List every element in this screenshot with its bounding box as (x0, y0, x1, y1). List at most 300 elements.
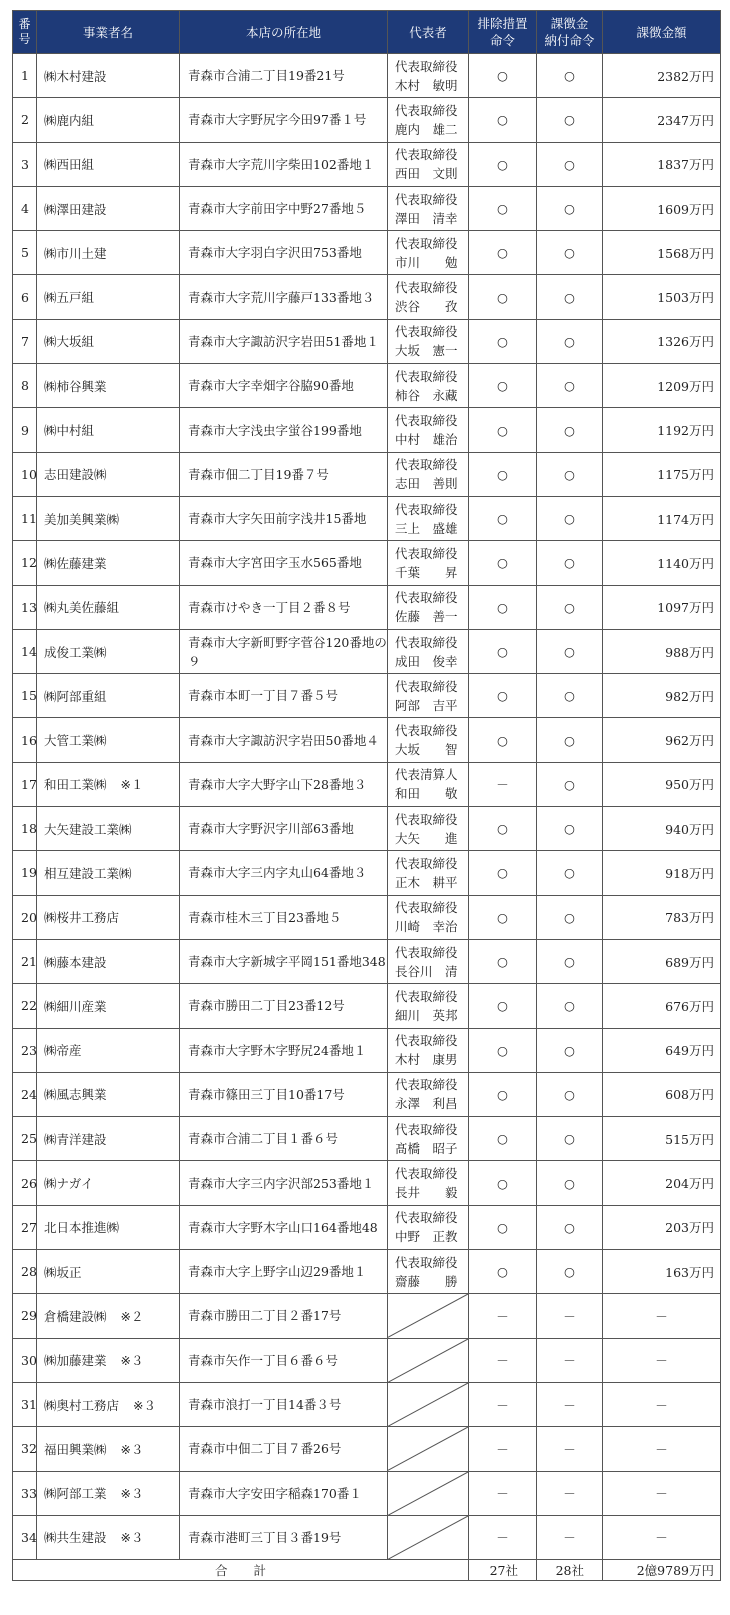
company-name-cell (37, 629, 180, 673)
company-name: ㈱木村建設 (44, 68, 107, 84)
row-number: 24 (13, 1072, 37, 1116)
head-office-address: 青森市浪打一丁目14番３号 (180, 1382, 388, 1426)
surcharge-amount: － (603, 1294, 721, 1338)
table-row (13, 1250, 721, 1294)
surcharge-amount: 1140万円 (603, 541, 721, 585)
company-name-cell (37, 807, 180, 851)
head-office-address: 青森市篠田三丁目10番17号 (180, 1072, 388, 1116)
head-office-address: 青森市合浦二丁目１番６号 (180, 1117, 388, 1161)
surcharge-amount: － (603, 1515, 721, 1559)
surcharge-amount: 982万円 (603, 674, 721, 718)
company-name-cell (37, 452, 180, 496)
surcharge-order-mark: ○ (537, 807, 603, 851)
exclusion-order-mark: ○ (469, 895, 537, 939)
row-number: 15 (13, 674, 37, 718)
table-row (13, 1471, 721, 1515)
company-name-cell (37, 1515, 180, 1559)
representative-title: 代表清算人 (395, 767, 458, 783)
table-row (13, 984, 721, 1028)
surcharge-amount: 1192万円 (603, 408, 721, 452)
table-row (13, 629, 721, 673)
representative-name: 阿部 吉平 (395, 697, 458, 713)
head-office-address: 青森市佃二丁目19番７号 (180, 452, 388, 496)
representative-title: 代表取締役 (395, 855, 458, 871)
company-name-cell (37, 1250, 180, 1294)
representative-cell (388, 408, 469, 452)
surcharge-amount: － (603, 1427, 721, 1471)
representative-cell (388, 496, 469, 540)
row-number: 26 (13, 1161, 37, 1205)
representative-cell (388, 585, 469, 629)
table-row (13, 1205, 721, 1249)
diagonal-slash (388, 1516, 468, 1559)
representative-title: 代表取締役 (395, 944, 458, 960)
table-row (13, 1338, 721, 1382)
row-number: 29 (13, 1294, 37, 1338)
head-office-address: 青森市矢作一丁目６番６号 (180, 1338, 388, 1382)
company-name-cell (37, 1427, 180, 1471)
representative-cell (388, 851, 469, 895)
exclusion-order-mark: ○ (469, 541, 537, 585)
header-surcharge: 課徴金 納付命令 (537, 11, 603, 54)
diagonal-slash (388, 1383, 468, 1426)
surcharge-order-mark: ○ (537, 585, 603, 629)
representative-cell (388, 939, 469, 983)
surcharge-amount: 1097万円 (603, 585, 721, 629)
representative-cell (388, 142, 469, 186)
company-name-cell (37, 1161, 180, 1205)
company-name: ㈱細川産業 (44, 998, 107, 1014)
table-row (13, 1161, 721, 1205)
company-name: ㈱中村組 (44, 423, 95, 439)
row-number: 18 (13, 807, 37, 851)
company-name: ㈱桜井工務店 (44, 910, 120, 926)
company-name-cell (37, 364, 180, 408)
company-name: 美加美興業㈱ (44, 511, 120, 527)
company-name: ㈱丸美佐藤組 (44, 600, 120, 616)
representative-cell-empty (388, 1294, 469, 1338)
representative-cell (388, 674, 469, 718)
row-number: 2 (13, 98, 37, 142)
header-representative: 代表者 (388, 11, 469, 54)
representative-cell (388, 319, 469, 363)
surcharge-amount: 649万円 (603, 1028, 721, 1072)
head-office-address: 青森市桂木三丁目23番地５ (180, 895, 388, 939)
exclusion-order-mark: － (469, 1515, 537, 1559)
company-name-cell (37, 674, 180, 718)
table-row (13, 1294, 721, 1338)
representative-cell (388, 1117, 469, 1161)
company-name: 大管工業㈱ (44, 733, 107, 749)
head-office-address: 青森市合浦二丁目19番21号 (180, 54, 388, 98)
surcharge-amount: 1568万円 (603, 231, 721, 275)
representative-cell (388, 762, 469, 806)
row-number: 33 (13, 1471, 37, 1515)
header-name: 事業者名 (37, 11, 180, 54)
surcharge-amount: － (603, 1471, 721, 1515)
representative-name: 市川 勉 (395, 254, 458, 270)
diagonal-slash (388, 1427, 468, 1470)
head-office-address: 青森市本町一丁目７番５号 (180, 674, 388, 718)
surcharge-amount: 1503万円 (603, 275, 721, 319)
total-row (13, 1560, 721, 1581)
exclusion-order-mark: ○ (469, 496, 537, 540)
company-name: ㈱市川土建 (44, 245, 107, 261)
representative-name: 長井 毅 (395, 1185, 458, 1201)
exclusion-order-mark: ○ (469, 319, 537, 363)
surcharge-order-mark: ○ (537, 762, 603, 806)
row-number: 23 (13, 1028, 37, 1072)
representative-name: 大坂 憲一 (395, 343, 458, 359)
representative-name: 川崎 幸治 (395, 919, 458, 935)
company-name: ㈱鹿内組 (44, 112, 95, 128)
head-office-address: 青森市けやき一丁目２番８号 (180, 585, 388, 629)
row-number: 3 (13, 142, 37, 186)
table-body (13, 54, 721, 1560)
surcharge-order-mark: ○ (537, 98, 603, 142)
representative-cell (388, 275, 469, 319)
header-amount: 課徴金額 (603, 11, 721, 54)
surcharge-amount: 940万円 (603, 807, 721, 851)
company-name: 成俊工業㈱ (44, 644, 107, 660)
exclusion-order-mark: ○ (469, 275, 537, 319)
head-office-address: 青森市大字荒川字柴田102番地１ (180, 142, 388, 186)
representative-name: 齋藤 勝 (395, 1273, 458, 1289)
surcharge-order-mark: ○ (537, 541, 603, 585)
representative-title: 代表取締役 (395, 235, 458, 251)
representative-title: 代表取締役 (395, 58, 458, 74)
exclusion-order-mark: ○ (469, 1250, 537, 1294)
surcharge-order-mark: ○ (537, 629, 603, 673)
head-office-address: 青森市大字宮田字玉水565番地 (180, 541, 388, 585)
table-row (13, 231, 721, 275)
representative-name: 成田 俊幸 (395, 653, 458, 669)
row-number: 22 (13, 984, 37, 1028)
representative-title: 代表取締役 (395, 900, 458, 916)
company-name: ㈱風志興業 (44, 1087, 107, 1103)
head-office-address: 青森市大字新町野字菅谷120番地の９ (180, 629, 388, 673)
table-row (13, 54, 721, 98)
representative-cell (388, 541, 469, 585)
diagonal-slash (388, 1294, 468, 1337)
representative-title: 代表取締役 (395, 102, 458, 118)
surcharge-order-mark: ○ (537, 939, 603, 983)
surcharge-amount: 1175万円 (603, 452, 721, 496)
head-office-address: 青森市大字前田字中野27番地５ (180, 186, 388, 230)
head-office-address: 青森市大字野尻字今田97番１号 (180, 98, 388, 142)
surcharge-order-mark: ○ (537, 496, 603, 540)
representative-name: 柿谷 永藏 (395, 387, 458, 403)
company-name-cell (37, 1117, 180, 1161)
head-office-address: 青森市大字野木字野尻24番地１ (180, 1028, 388, 1072)
row-number: 14 (13, 629, 37, 673)
representative-title: 代表取締役 (395, 1033, 458, 1049)
company-name: ㈱阿部工業 (44, 1486, 107, 1502)
representative-title: 代表取締役 (395, 590, 458, 606)
exclusion-order-mark: ○ (469, 585, 537, 629)
company-name: 相互建設工業㈱ (44, 865, 132, 881)
exclusion-order-mark: － (469, 1427, 537, 1471)
representative-title: 代表取締役 (395, 1077, 458, 1093)
surcharge-amount: 918万円 (603, 851, 721, 895)
head-office-address: 青森市港町三丁目３番19号 (180, 1515, 388, 1559)
company-name: ㈱西田組 (44, 157, 95, 173)
representative-cell-empty (388, 1382, 469, 1426)
exclusion-order-mark: ○ (469, 1161, 537, 1205)
surcharge-order-mark: ○ (537, 1028, 603, 1072)
representative-title: 代表取締役 (395, 324, 458, 340)
row-number: 34 (13, 1515, 37, 1559)
surcharge-amount: 608万円 (603, 1072, 721, 1116)
row-number: 8 (13, 364, 37, 408)
company-name: ㈱坂正 (44, 1264, 82, 1280)
table-row (13, 1117, 721, 1161)
head-office-address: 青森市大字浅虫字蛍谷199番地 (180, 408, 388, 452)
table-row (13, 718, 721, 762)
surcharge-amount: 1209万円 (603, 364, 721, 408)
surcharge-amount: － (603, 1338, 721, 1382)
table-row (13, 98, 721, 142)
representative-cell (388, 1072, 469, 1116)
surcharge-order-mark: ○ (537, 186, 603, 230)
representative-cell (388, 895, 469, 939)
row-number: 17 (13, 762, 37, 806)
exclusion-order-mark: － (469, 762, 537, 806)
exclusion-order-mark: － (469, 1382, 537, 1426)
exclusion-order-mark: ○ (469, 1028, 537, 1072)
company-name-cell (37, 54, 180, 98)
row-number: 32 (13, 1427, 37, 1471)
surcharge-amount: 203万円 (603, 1205, 721, 1249)
head-office-address: 青森市大字安田字稲森170番１ (180, 1471, 388, 1515)
table-row (13, 408, 721, 452)
surcharge-amount: 163万円 (603, 1250, 721, 1294)
representative-name: 大坂 智 (395, 742, 458, 758)
table-row (13, 895, 721, 939)
representative-cell-empty (388, 1471, 469, 1515)
representative-cell (388, 98, 469, 142)
company-name-cell (37, 541, 180, 585)
representative-name: 鹿内 雄二 (395, 121, 458, 137)
table-row (13, 1427, 721, 1471)
surcharge-order-mark: ○ (537, 364, 603, 408)
representative-name: 千葉 昇 (395, 564, 458, 580)
table-row (13, 807, 721, 851)
representative-title: 代表取締役 (395, 1166, 458, 1182)
company-name-cell (37, 186, 180, 230)
surcharge-amount: － (603, 1382, 721, 1426)
representative-title: 代表取締役 (395, 545, 458, 561)
representative-title: 代表取締役 (395, 1121, 458, 1137)
table-row (13, 1515, 721, 1559)
table-row (13, 364, 721, 408)
head-office-address: 青森市勝田二丁目23番12号 (180, 984, 388, 1028)
total-amount: 2億9789万円 (603, 1560, 721, 1581)
head-office-address: 青森市中佃二丁目７番26号 (180, 1427, 388, 1471)
surcharge-order-mark: ○ (537, 142, 603, 186)
surcharge-order-mark: － (537, 1294, 603, 1338)
surcharge-amount: 204万円 (603, 1161, 721, 1205)
representative-name: 木村 康男 (395, 1052, 458, 1068)
representative-title: 代表取締役 (395, 634, 458, 650)
company-name-cell (37, 1028, 180, 1072)
representative-cell-empty (388, 1338, 469, 1382)
representative-title: 代表取締役 (395, 147, 458, 163)
surcharge-amount: 988万円 (603, 629, 721, 673)
representative-cell (388, 718, 469, 762)
company-name: ㈱青洋建設 (44, 1131, 107, 1147)
exclusion-order-mark: ○ (469, 984, 537, 1028)
company-name-cell (37, 1382, 180, 1426)
surcharge-order-mark: ○ (537, 1072, 603, 1116)
surcharge-amount: 1837万円 (603, 142, 721, 186)
exclusion-order-mark: ○ (469, 807, 537, 851)
exclusion-order-mark: ○ (469, 718, 537, 762)
representative-title: 代表取締役 (395, 678, 458, 694)
table-container (12, 10, 721, 1581)
company-name: 志田建設㈱ (44, 467, 107, 483)
company-note: ※３ (120, 1486, 144, 1502)
exclusion-order-mark: ○ (469, 851, 537, 895)
company-name: ㈱阿部重組 (44, 688, 107, 704)
table-row (13, 541, 721, 585)
surcharge-order-mark: ○ (537, 1250, 603, 1294)
company-note: ※２ (120, 1308, 144, 1324)
head-office-address: 青森市大字荒川字藤戸133番地３ (180, 275, 388, 319)
representative-cell (388, 807, 469, 851)
company-name-cell (37, 496, 180, 540)
company-name: 大矢建設工業㈱ (44, 821, 132, 837)
surcharge-order-mark: ○ (537, 674, 603, 718)
table-row (13, 585, 721, 629)
row-number: 7 (13, 319, 37, 363)
surcharge-amount: 962万円 (603, 718, 721, 762)
company-name-cell (37, 231, 180, 275)
company-name-cell (37, 1471, 180, 1515)
surcharge-order-mark: ○ (537, 1205, 603, 1249)
surcharge-order-mark: ○ (537, 851, 603, 895)
representative-cell (388, 1205, 469, 1249)
representative-cell (388, 1161, 469, 1205)
table-row (13, 1072, 721, 1116)
representative-name: 佐藤 善一 (395, 609, 458, 625)
surcharge-amount: 689万円 (603, 939, 721, 983)
surcharge-order-mark: － (537, 1515, 603, 1559)
exclusion-order-mark: ○ (469, 142, 537, 186)
exclusion-order-mark: － (469, 1338, 537, 1382)
surcharge-amount: 783万円 (603, 895, 721, 939)
head-office-address: 青森市大字矢田前字浅井15番地 (180, 496, 388, 540)
table-row (13, 186, 721, 230)
company-name-cell (37, 1205, 180, 1249)
company-name-cell (37, 762, 180, 806)
row-number: 1 (13, 54, 37, 98)
representative-title: 代表取締役 (395, 988, 458, 1004)
company-name-cell (37, 142, 180, 186)
representative-cell (388, 984, 469, 1028)
total-label: 合計 (13, 1560, 469, 1581)
surcharge-amount: 1326万円 (603, 319, 721, 363)
representative-name: 三上 盛雄 (395, 520, 458, 536)
diagonal-slash (388, 1339, 468, 1382)
company-name: ㈱加藤建業 (44, 1353, 107, 1369)
company-name: ㈱澤田建設 (44, 201, 107, 217)
exclusion-order-mark: ○ (469, 186, 537, 230)
head-office-address: 青森市大字野木字山口164番地48 (180, 1205, 388, 1249)
representative-cell (388, 1028, 469, 1072)
total-exclusion-count: 27社 (469, 1560, 537, 1581)
exclusion-order-mark: ○ (469, 1205, 537, 1249)
representative-cell (388, 1250, 469, 1294)
company-name: 福田興業㈱ (44, 1441, 107, 1457)
head-office-address: 青森市勝田二丁目２番17号 (180, 1294, 388, 1338)
row-number: 5 (13, 231, 37, 275)
representative-name: 渋谷 孜 (395, 299, 458, 315)
company-name-cell (37, 319, 180, 363)
company-note: ※１ (120, 777, 144, 793)
head-office-address: 青森市大字三内字丸山64番地３ (180, 851, 388, 895)
company-name-cell (37, 1072, 180, 1116)
company-name-cell (37, 408, 180, 452)
company-name: ㈱ナガイ (44, 1176, 94, 1192)
exclusion-order-mark: ○ (469, 98, 537, 142)
representative-name: 永澤 利昌 (395, 1096, 458, 1112)
surcharge-order-mark: － (537, 1338, 603, 1382)
row-number: 19 (13, 851, 37, 895)
table-row (13, 142, 721, 186)
representative-name: 志田 善則 (395, 476, 458, 492)
representative-cell (388, 452, 469, 496)
representative-cell (388, 629, 469, 673)
representative-cell (388, 364, 469, 408)
representative-name: 髙橋 昭子 (395, 1140, 458, 1156)
representative-cell (388, 186, 469, 230)
surcharge-amount: 1174万円 (603, 496, 721, 540)
representative-title: 代表取締役 (395, 413, 458, 429)
exclusion-order-mark: ○ (469, 54, 537, 98)
exclusion-order-mark: － (469, 1471, 537, 1515)
representative-cell (388, 231, 469, 275)
row-number: 4 (13, 186, 37, 230)
table-row (13, 496, 721, 540)
company-name-cell (37, 98, 180, 142)
representative-title: 代表取締役 (395, 811, 458, 827)
exclusion-order-mark: ○ (469, 364, 537, 408)
head-office-address: 青森市大字野沢字川部63番地 (180, 807, 388, 851)
company-note: ※３ (120, 1530, 144, 1546)
representative-title: 代表取締役 (395, 457, 458, 473)
row-number: 21 (13, 939, 37, 983)
header-no: 番号 (13, 11, 37, 54)
representative-cell-empty (388, 1515, 469, 1559)
representative-title: 代表取締役 (395, 723, 458, 739)
exclusion-order-mark: ○ (469, 629, 537, 673)
row-number: 20 (13, 895, 37, 939)
surcharge-amount: 950万円 (603, 762, 721, 806)
header-address: 本店の所在地 (180, 11, 388, 54)
surcharge-table (12, 10, 721, 1581)
exclusion-order-mark: ○ (469, 408, 537, 452)
surcharge-order-mark: ○ (537, 1117, 603, 1161)
company-name-cell (37, 895, 180, 939)
representative-title: 代表取締役 (395, 1210, 458, 1226)
company-name: 倉橋建設㈱ (44, 1308, 107, 1324)
surcharge-order-mark: ○ (537, 319, 603, 363)
surcharge-order-mark: ○ (537, 54, 603, 98)
company-note: ※３ (120, 1353, 144, 1369)
exclusion-order-mark: ○ (469, 674, 537, 718)
head-office-address: 青森市大字上野字山辺29番地１ (180, 1250, 388, 1294)
